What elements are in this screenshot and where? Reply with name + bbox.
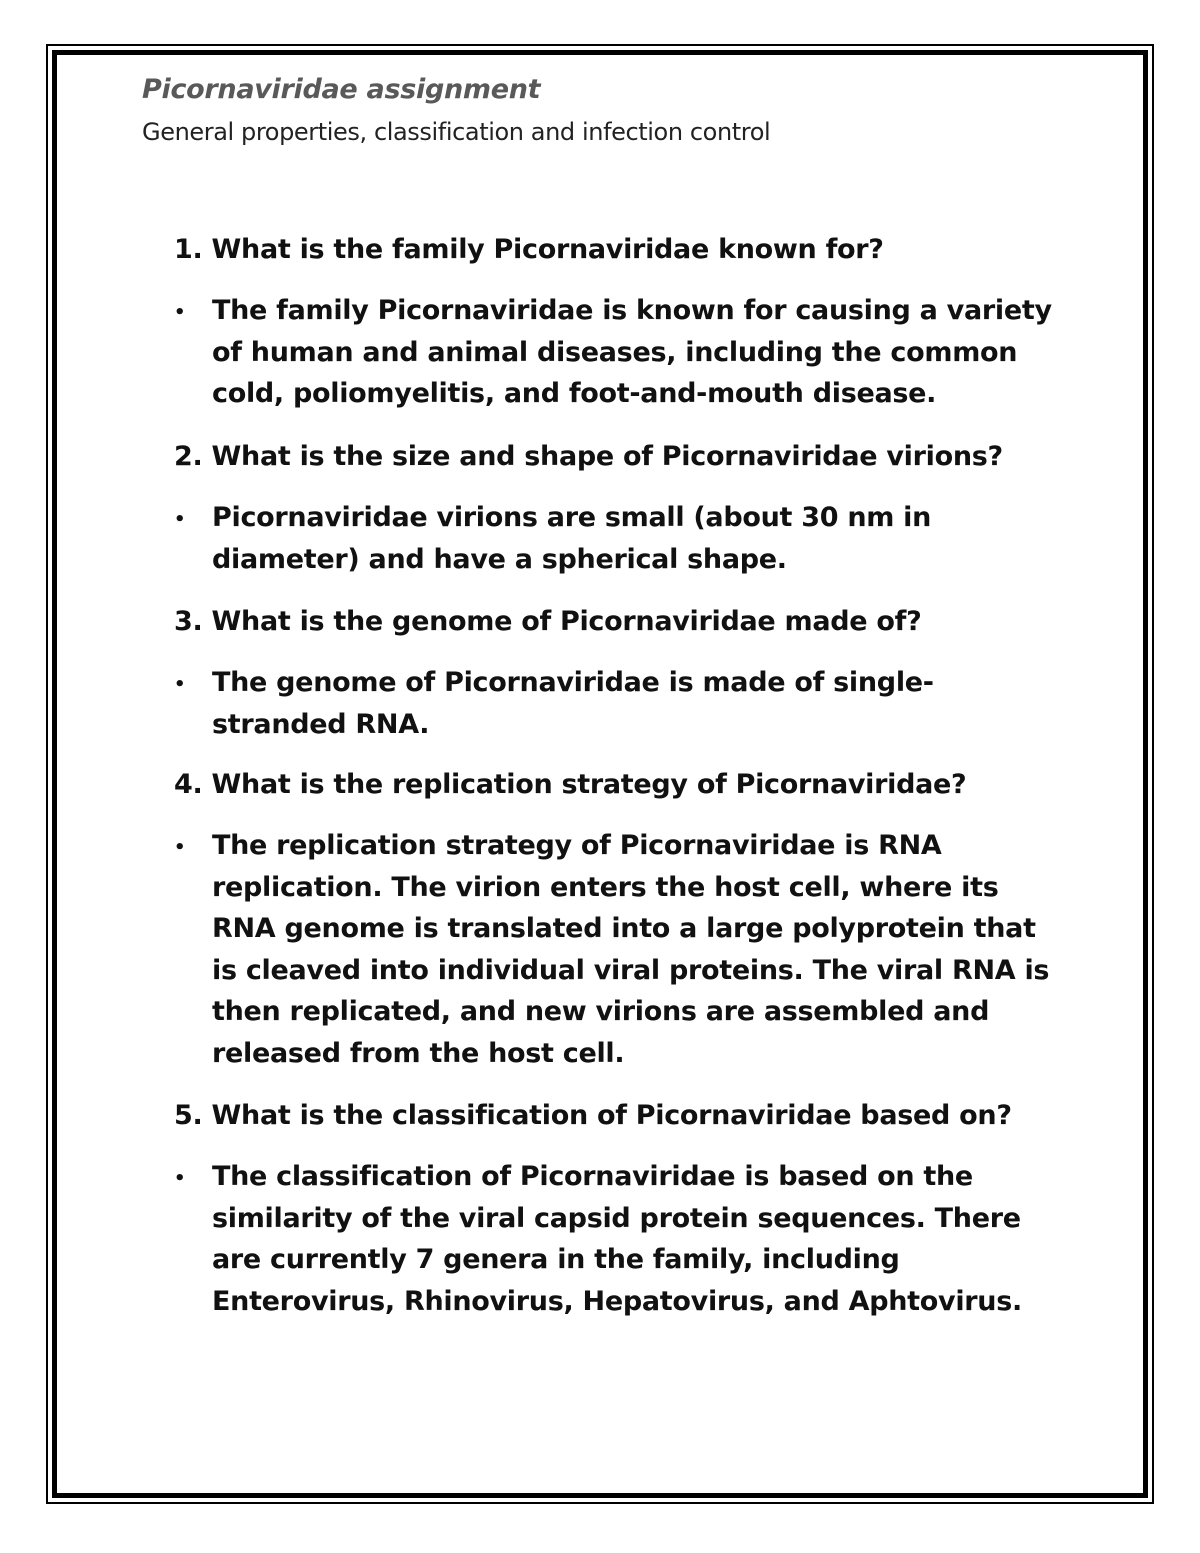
answer-line: replication. The virion enters the host cell, where its: [212, 871, 999, 903]
answer-1: [174, 290, 1072, 415]
answer-5: [174, 1156, 1072, 1322]
answer-4: [174, 825, 1072, 1074]
answer-line: released from the host cell.: [212, 1037, 625, 1069]
answer-line: stranded RNA.: [212, 708, 430, 740]
answer-line: cold, poliomyelitis, and foot-and-mouth disease.: [212, 378, 937, 409]
answer-line: The replication strategy of Picornaviridae is RNA: [212, 830, 942, 861]
bullet-icon: •: [174, 1168, 186, 1189]
bullet-icon: •: [174, 302, 186, 323]
question-5: 5. What is the classification of Picornaviridae based on?: [174, 1100, 1012, 1131]
answer-line: are currently 7 genera in the family, including: [212, 1244, 900, 1275]
answer-line: similarity of the viral capsid protein sequences. There: [212, 1202, 1021, 1234]
bullet-icon: •: [174, 674, 186, 695]
answer-line: The classification of Picornaviridae is based on the: [212, 1161, 973, 1192]
question-2: 2. What is the size and shape of Picornaviridae virions?: [174, 441, 1003, 472]
question-3: 3. What is the genome of Picornaviridae made of?: [174, 606, 922, 637]
answer-line: is cleaved into individual viral proteins. The viral RNA is: [212, 954, 1050, 986]
document-subtitle: General properties, classification and infection control: [142, 118, 771, 146]
answer-2: [174, 497, 1072, 580]
answer-3: [174, 662, 1072, 745]
question-4: 4. What is the replication strategy of Picornaviridae?: [174, 769, 967, 800]
answer-line: RNA genome is translated into a large polyprotein that: [212, 913, 1036, 944]
answer-line: then replicated, and new virions are assembled and: [212, 996, 990, 1027]
answer-line: Enterovirus, Rhinovirus, Hepatovirus, and Aphtovirus.: [212, 1285, 1022, 1317]
bullet-icon: •: [174, 509, 186, 530]
document-title: Picornaviridae assignment: [142, 74, 541, 105]
question-1: 1. What is the family Picornaviridae known for?: [174, 234, 884, 265]
answer-line: diameter) and have a spherical shape.: [212, 543, 787, 575]
answer-line: The genome of Picornaviridae is made of single-: [212, 667, 934, 698]
answer-line: Picornaviridae virions are small (about 30 nm in: [212, 502, 932, 533]
bullet-icon: •: [174, 837, 186, 858]
answer-line: The family Picornaviridae is known for causing a variety: [212, 295, 1052, 326]
answer-line: of human and animal diseases, including the common: [212, 336, 1018, 368]
